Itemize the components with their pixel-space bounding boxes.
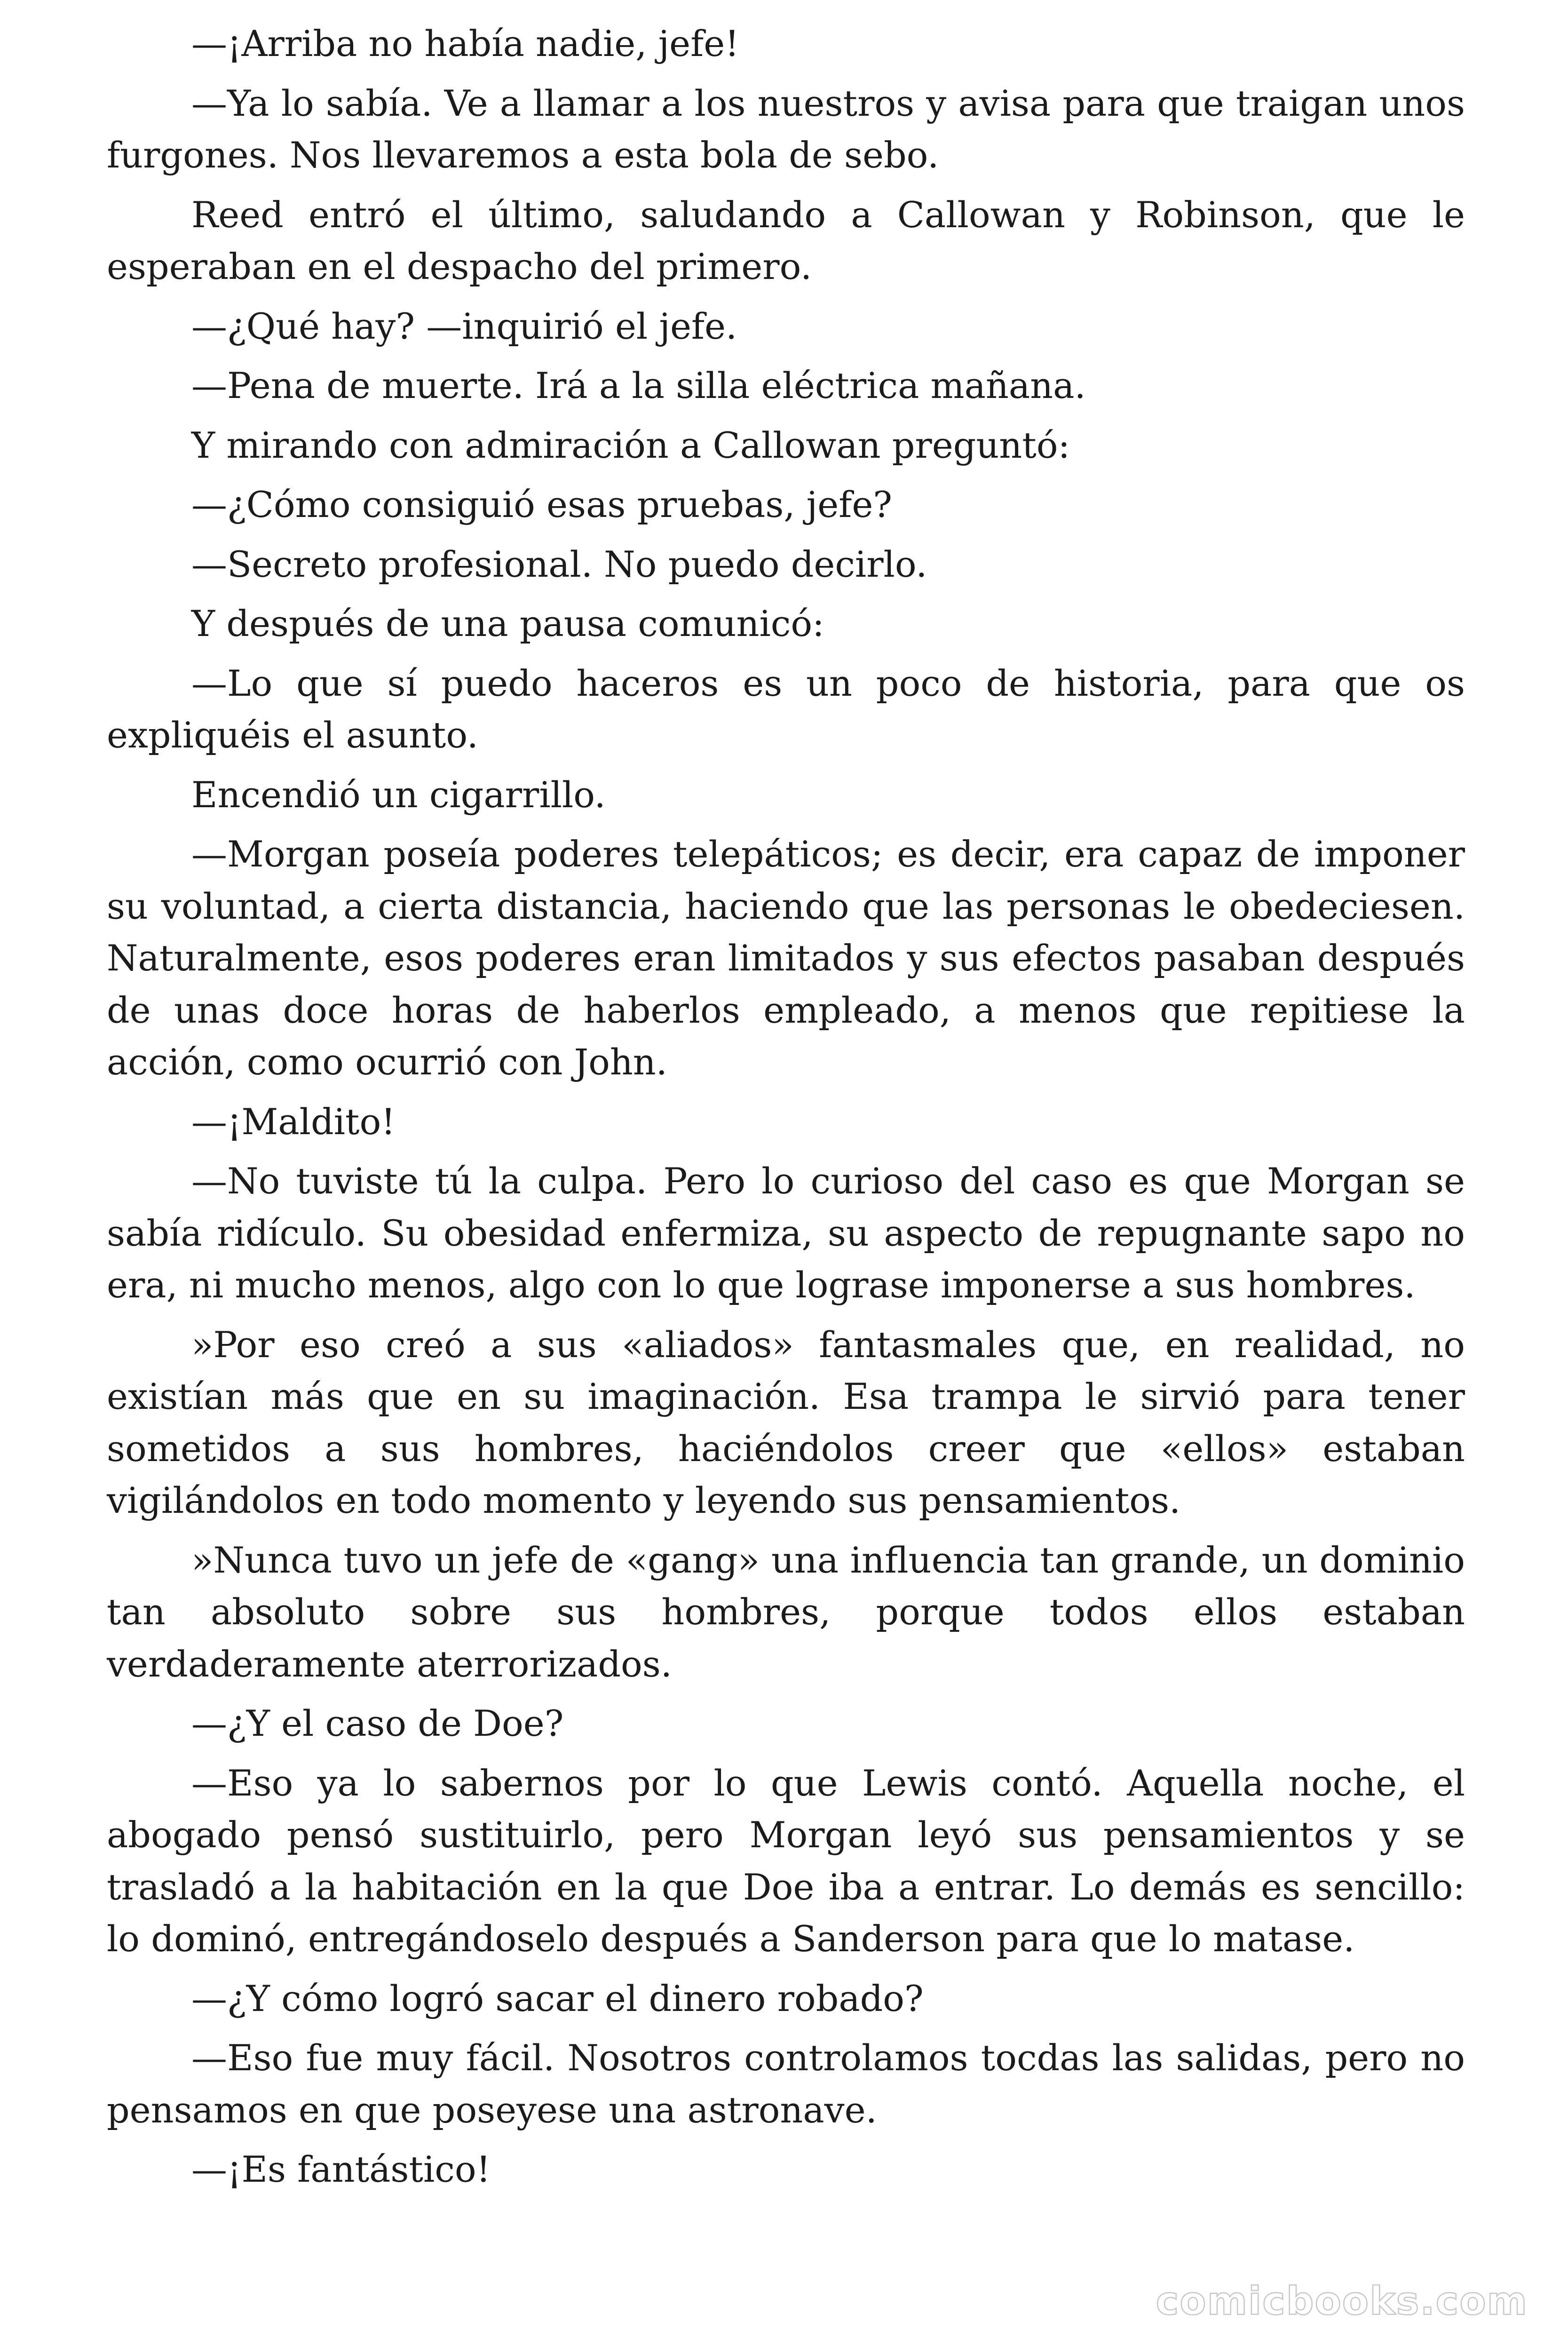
- paragraph: Y después de una pausa comunicó:: [191, 603, 824, 644]
- paragraph: —¿Cómo consiguió esas pruebas, jefe?: [191, 484, 893, 525]
- paragraph: —Secreto profesional. No puedo decirlo.: [191, 543, 927, 585]
- paragraph: Encendió un cigarrillo.: [191, 773, 606, 816]
- watermark: comicbooks.com: [1156, 2279, 1528, 2324]
- paragraph: —Eso fue muy fácil. Nosotros controlamos tocdas las salidas, pero no pensamos en que poseyese una astronave.: [107, 2037, 1465, 2131]
- paragraph: —¡Arriba no había nadie, jefe!: [191, 23, 739, 64]
- paragraph: —¿Y el caso de Doe?: [191, 1702, 564, 1744]
- paragraph: —Lo que sí puedo haceros es un poco de historia, para que os expliquéis el asunto.: [107, 662, 1465, 756]
- paragraph: —¿Y cómo logró sacar el dinero robado?: [191, 1977, 924, 2019]
- page-text: [107, 18, 1465, 2196]
- paragraph: —Eso ya lo sabernos por lo que Lewis contó. Aquella noche, el abogado pensó sustituirlo, pero Morgan leyó sus pensamientos y se trasladó a la habitación en la que Doe iba a entrar. Lo demás es sencillo: lo dominó, entregándoselo después a Sanderson para que lo matase.: [107, 1762, 1465, 1960]
- paragraph: —Ya lo sabía. Ve a llamar a los nuestros y avisa para que traigan unos furgones. Nos llevaremos a esta bola de sebo.: [107, 82, 1465, 176]
- paragraph: —Morgan poseía poderes telepáticos; es decir, era capaz de imponer su voluntad, a cierta distancia, haciendo que las personas le obedeciesen. Naturalmente, esos poderes eran limitados y sus efectos pasaban después de unas doce horas de haberlos empleado, a menos que repitiese la acción, como ocurrió con John.: [107, 833, 1465, 1083]
- paragraph: —¡Es fantástico!: [191, 2148, 491, 2190]
- paragraph: »Por eso creó a sus «aliados» fantasmales que, en realidad, no existían más que en su imaginación. Esa trampa le sirvió para tener sometidos a sus hombres, haciéndolos creer que «ellos» estaban vigilándolos en todo momento y leyendo sus pensamientos.: [107, 1323, 1465, 1521]
- paragraph: —Pena de muerte. Irá a la silla eléctrica mañana.: [191, 365, 1086, 406]
- paragraph: Y mirando con admiración a Callowan preguntó:: [191, 424, 1070, 466]
- paragraph: »Nunca tuvo un jefe de «gang» una influencia tan grande, un dominio tan absoluto sobre sus hombres, porque todos ellos estaban verdaderamente aterrorizados.: [107, 1539, 1465, 1685]
- paragraph: —¡Maldito!: [191, 1100, 396, 1143]
- paragraph: —¿Qué hay? —inquirió el jefe.: [191, 305, 737, 347]
- paragraph: —No tuviste tú la culpa. Pero lo curioso del caso es que Morgan se sabía ridículo. Su obesidad enfermiza, su aspecto de repugnante sapo no era, ni mucho menos, algo con lo que lograse imponerse a sus hombres.: [107, 1160, 1465, 1306]
- paragraph: Reed entró el último, saludando a Callowan y Robinson, que le esperaban en el despacho del primero.: [107, 193, 1465, 287]
